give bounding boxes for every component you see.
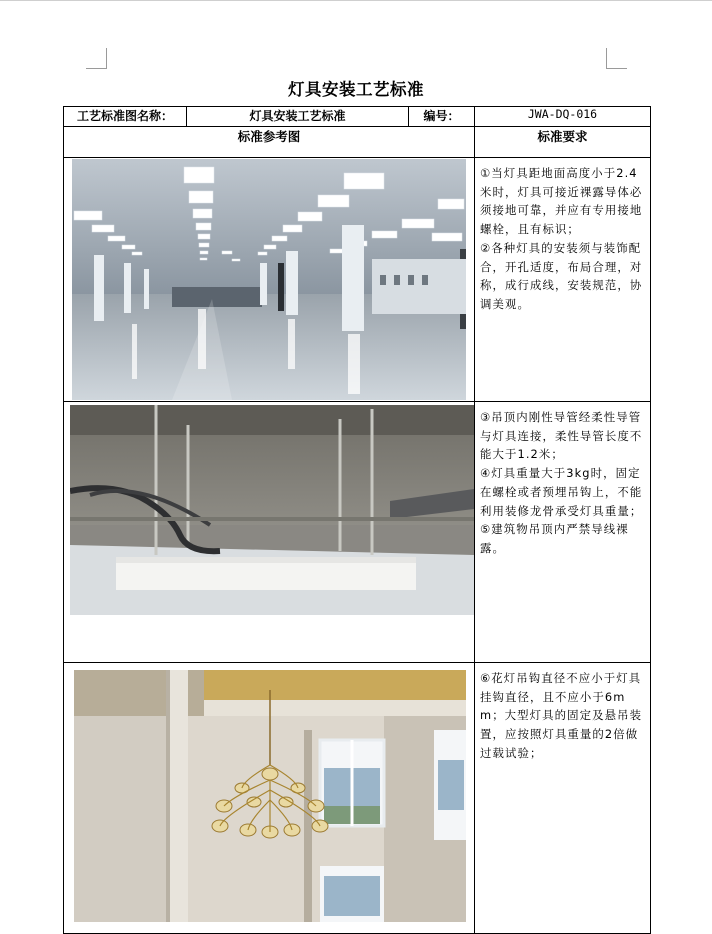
page-top-border (0, 0, 712, 1)
requirements-cell (475, 158, 651, 402)
requirement-item: ⑥花灯吊钩直径不应小于灯具挂钩直径，且不应小于6mm；大型灯具的固定及悬吊装置，应按照灯具重量的2倍做过载试验； (480, 671, 643, 760)
requirement-item: ③吊顶内刚性导管经柔性导管与灯具连接，柔性导管长度不能大于1.2米； (480, 410, 643, 462)
reference-image-cell (64, 402, 475, 663)
requirements-cell (475, 402, 651, 663)
image-column-header: 标准参考图 (64, 127, 475, 158)
standard-table (63, 106, 651, 934)
number-label: 编号： (409, 107, 475, 127)
chandelier-hall-photo (74, 670, 466, 922)
table-row (64, 158, 651, 402)
office-ceiling-lights-photo (72, 159, 466, 400)
requirements-cell (475, 663, 651, 934)
requirements-column-header: 标准要求 (475, 127, 651, 158)
crop-mark-top-left (106, 48, 107, 69)
requirement-item: ①当灯具距地面高度小于2.4米时，灯具可接近裸露导体必须接地可靠，并应有专用接地螺栓，且有标识； (480, 166, 643, 237)
header-row (64, 107, 651, 127)
requirement-item: ②各种灯具的安装须与装饰配合，开孔适度，布局合理，对称，成行成线，安装规范，协调美观。 (480, 240, 643, 311)
table-row (64, 402, 651, 663)
page-title: 灯具安装工艺标准 (288, 80, 424, 99)
crop-mark-top-left (86, 68, 106, 69)
crop-mark-top-right (606, 48, 607, 69)
reference-image-cell (64, 663, 475, 934)
name-label: 工艺标准图名称： (64, 107, 187, 127)
number-value: JWA-DQ-016 (475, 107, 651, 127)
requirement-item: ④灯具重量大于3kg时，固定在螺栓或者预埋吊钩上，不能利用装修龙骨承受灯具重量； (480, 466, 643, 518)
reference-image-cell (64, 158, 475, 402)
ceiling-conduit-photo (70, 405, 474, 615)
crop-mark-top-right (606, 68, 627, 69)
table-row (64, 663, 651, 934)
subheader-row (64, 127, 651, 158)
requirement-item: ⑤建筑物吊顶内严禁导线裸露。 (480, 522, 629, 555)
name-value: 灯具安装工艺标准 (187, 107, 409, 127)
